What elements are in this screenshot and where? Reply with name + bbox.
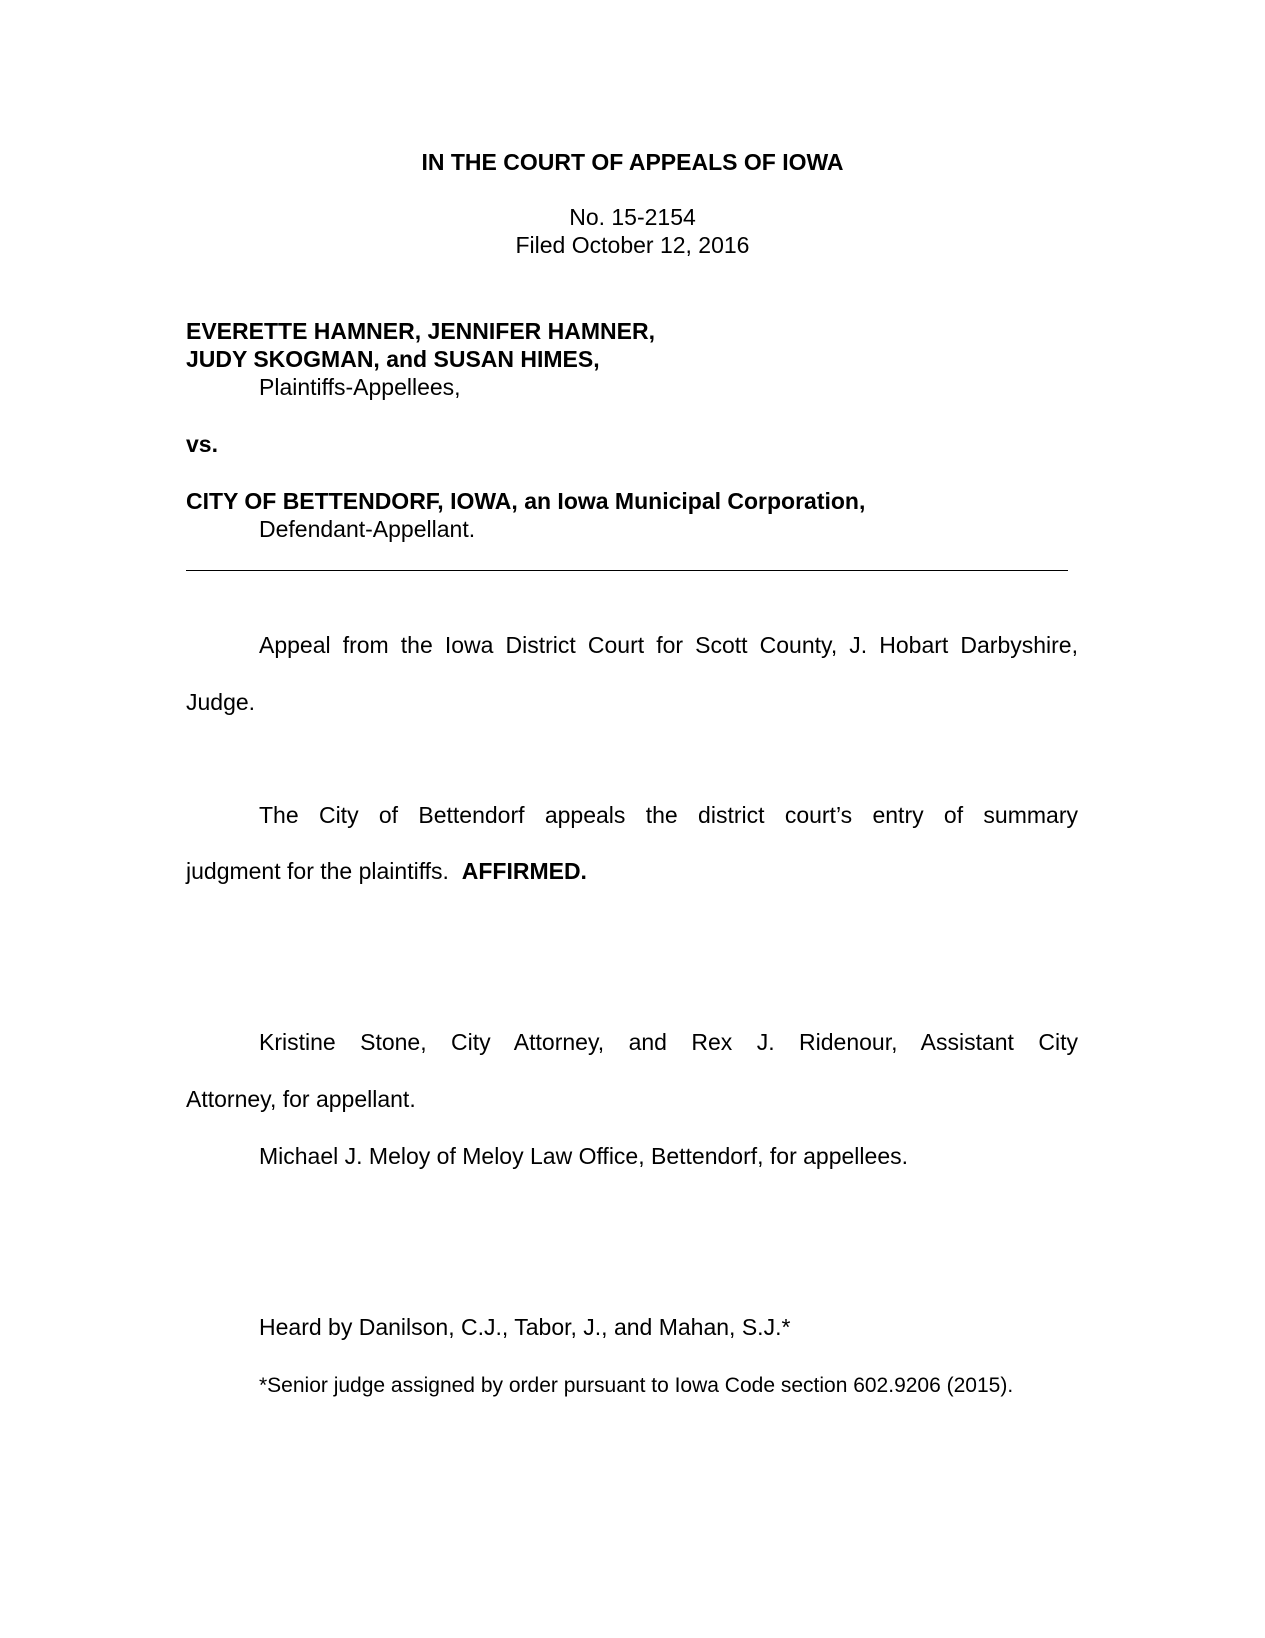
appellees-counsel: Michael J. Meloy of Meloy Law Office, Bettendorf, for appellees. [259, 1143, 908, 1169]
filed-date: Filed October 12, 2016 [515, 232, 750, 258]
summary-line-2 [186, 857, 587, 885]
plaintiffs-line-2: JUDY SKOGMAN, and SUSAN HIMES, [186, 346, 600, 372]
defendant-name: CITY OF BETTENDORF, IOWA, an Iowa Municipal Corporation, [186, 488, 866, 514]
docket-number: No. 15-2154 [569, 204, 696, 230]
court-title: IN THE COURT OF APPEALS OF IOWA [421, 149, 844, 175]
summary-line-1: The City of Bettendorf appeals the district court’s entry of summary [259, 802, 1078, 828]
heard-by: Heard by Danilson, C.J., Tabor, J., and Mahan, S.J.* [259, 1314, 791, 1340]
appellant-counsel-line-1: Kristine Stone, City Attorney, and Rex J. Ridenour, Assistant City [259, 1029, 1078, 1055]
appeal-line-2: Judge. [186, 689, 256, 715]
versus-label: vs. [186, 431, 218, 457]
plaintiffs-line-1: EVERETTE HAMNER, JENNIFER HAMNER, [186, 318, 655, 344]
summary-text: judgment for the plaintiffs. [186, 858, 449, 884]
appellant-counsel-line-2: Attorney, for appellant. [186, 1086, 416, 1112]
caption-divider [186, 570, 1068, 571]
disposition: AFFIRMED. [461, 858, 587, 884]
defendant-role: Defendant-Appellant. [259, 516, 476, 542]
appeal-line-1: Appeal from the Iowa District Court for Scott County, J. Hobart Darbyshire, [259, 632, 1078, 658]
senior-judge-footnote: *Senior judge assigned by order pursuant to Iowa Code section 602.9206 (2015). [259, 1374, 1014, 1397]
plaintiffs-role: Plaintiffs-Appellees, [259, 374, 461, 400]
